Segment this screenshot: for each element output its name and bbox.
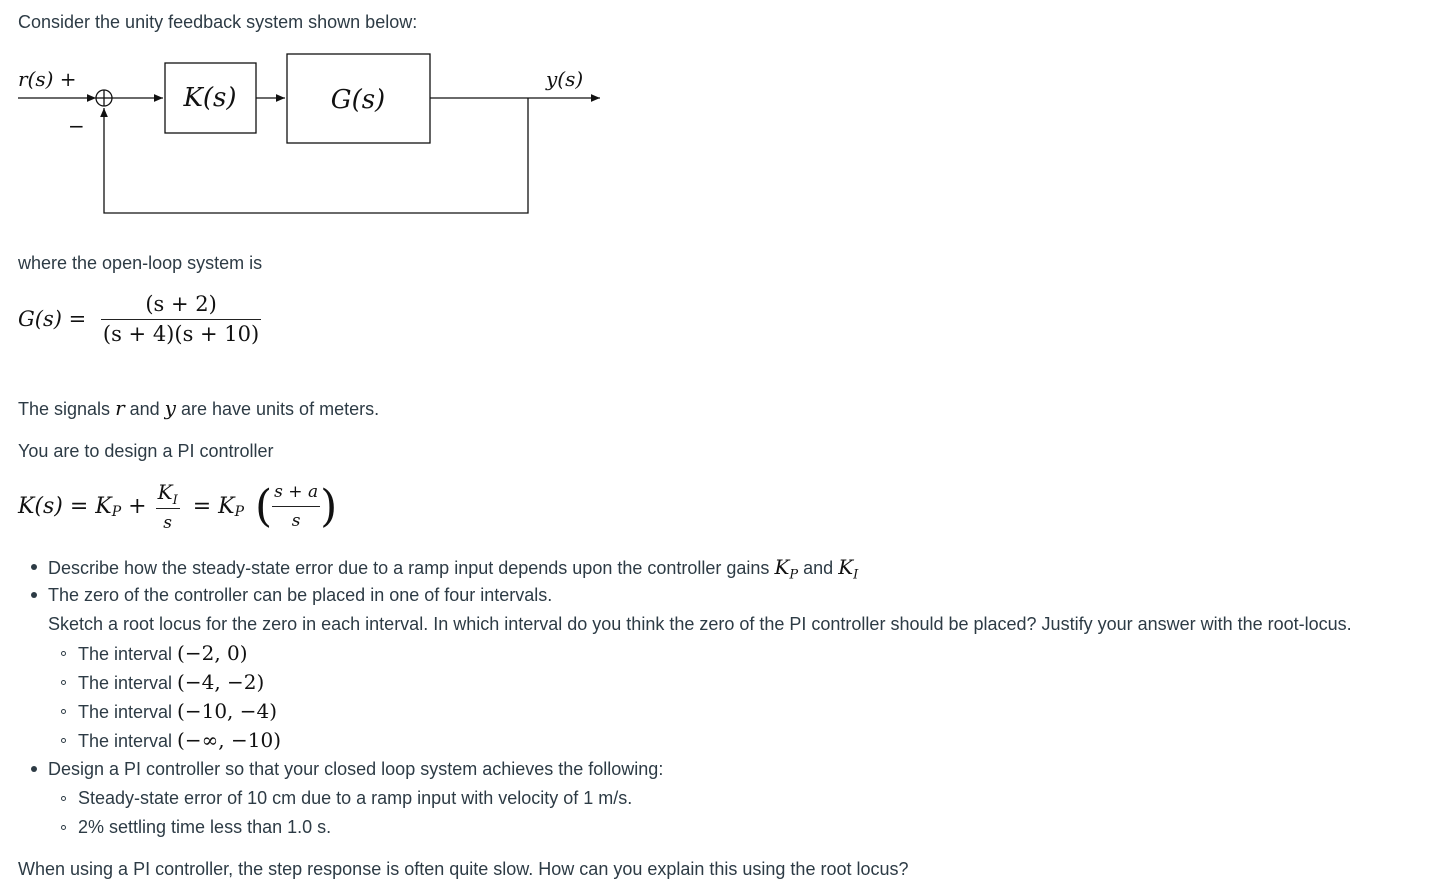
interval-2-label: The interval xyxy=(78,673,178,693)
ks-ki-fraction xyxy=(156,480,180,533)
interval-4-math: (−∞, −10) xyxy=(177,728,281,752)
sub-bullet-4 xyxy=(61,738,66,743)
plant-label: G(s) xyxy=(330,85,386,115)
output-label: y(s) xyxy=(546,67,584,91)
ks-close-paren: ) xyxy=(320,481,338,532)
b1-kp: K xyxy=(774,555,790,579)
gs-fraction xyxy=(101,292,261,346)
controller-label: K(s) xyxy=(183,83,237,113)
gs-denominator: (s + 4)(s + 10) xyxy=(101,319,261,346)
ks-paren-fraction xyxy=(272,482,320,531)
b1-kp-sub: P xyxy=(789,567,799,583)
signal-y: y xyxy=(164,396,176,420)
ks-lhs: K(s) = K xyxy=(18,494,112,519)
ks-sub-p2: P xyxy=(234,503,244,520)
interval-1-math: (−2, 0) xyxy=(177,641,248,665)
signals-mid: and xyxy=(124,399,165,419)
ks-ki-numerator: K xyxy=(157,480,173,504)
gs-equation xyxy=(18,292,261,346)
requirement-1: Steady-state error of 10 cm due to a ramp input with velocity of 1 m/s. xyxy=(78,788,633,808)
signals-post: are have units of meters. xyxy=(175,399,380,419)
ks-sub-p: P xyxy=(111,503,122,520)
summing-junction xyxy=(96,90,112,106)
interval-3-label: The interval xyxy=(78,702,178,722)
bullet-1 xyxy=(31,564,37,570)
ks-sub-i: I xyxy=(172,493,178,508)
sub-bullet-6 xyxy=(61,825,66,830)
sub-bullet-2 xyxy=(61,680,66,685)
ks-ki-denominator: s xyxy=(156,508,180,533)
minus-label: − xyxy=(68,114,85,138)
b1-ki: K xyxy=(838,555,854,579)
bullet-1-text xyxy=(48,556,858,587)
interval-2-math: (−4, −2) xyxy=(177,670,265,694)
feedback-path xyxy=(104,98,528,213)
gs-numerator: (s + 2) xyxy=(145,292,217,316)
signal-r: r xyxy=(115,396,125,420)
requirement-2: 2% settling time less than 1.0 s. xyxy=(78,817,332,837)
ks-open-paren: ( xyxy=(255,481,273,532)
closing-question: When using a PI controller, the step response is often quite slow. How can you explain this using the root locus? xyxy=(18,859,909,879)
ks-plus: + xyxy=(121,494,147,519)
interval-2 xyxy=(78,671,264,694)
sub-bullet-3 xyxy=(61,709,66,714)
bullet-3 xyxy=(31,766,37,772)
ks-paren-numerator: s + a xyxy=(274,482,319,502)
ks-eq: = K xyxy=(192,494,235,519)
ks-equation xyxy=(18,480,337,533)
block-diagram xyxy=(0,40,620,230)
interval-4 xyxy=(78,729,281,752)
open-loop-intro: where the open-loop system is xyxy=(18,253,263,273)
bullet-2-line1: The zero of the controller can be placed in one of four intervals. xyxy=(48,585,553,605)
bullet-2 xyxy=(31,592,37,598)
interval-1 xyxy=(78,642,248,665)
sub-bullet-5 xyxy=(61,796,66,801)
intro-text: Consider the unity feedback system shown below: xyxy=(18,12,418,32)
design-intro: You are to design a PI controller xyxy=(18,441,274,461)
signals-sentence xyxy=(18,397,379,420)
gs-lhs: G(s) = xyxy=(18,307,87,331)
interval-3 xyxy=(78,700,277,723)
input-label: r(s) + xyxy=(18,67,77,91)
interval-3-math: (−10, −4) xyxy=(177,699,278,723)
sub-bullet-1 xyxy=(61,651,66,656)
interval-1-label: The interval xyxy=(78,644,178,664)
bullet-2-line2: Sketch a root locus for the zero in each interval. In which interval do you think the zero of the PI controller should be placed? Justify your answer with the root-locus. xyxy=(48,614,1352,634)
interval-4-label: The interval xyxy=(78,731,178,751)
bullet-3-text: Design a PI controller so that your closed loop system achieves the following: xyxy=(48,759,664,779)
b1-and: and xyxy=(798,558,839,578)
b1-text: Describe how the steady-state error due to a ramp input depends upon the controller gains xyxy=(48,558,775,578)
signals-pre: The signals xyxy=(18,399,116,419)
b1-ki-sub: I xyxy=(853,567,859,583)
ks-paren-denominator: s xyxy=(272,506,320,531)
